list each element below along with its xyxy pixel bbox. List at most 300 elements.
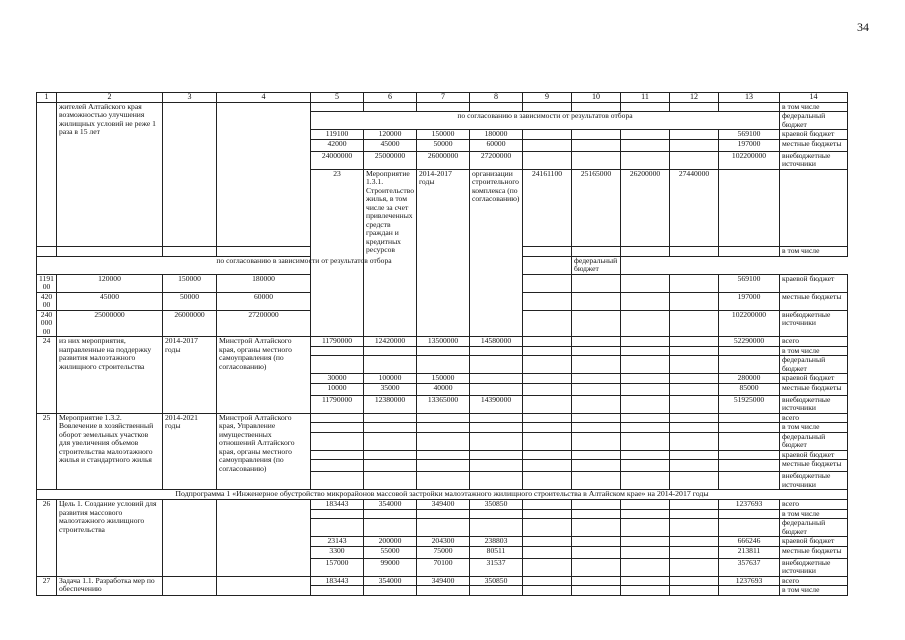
table-cell bbox=[470, 450, 523, 460]
table-cell: 349400 bbox=[417, 576, 470, 586]
table-cell bbox=[719, 102, 780, 112]
table-cell bbox=[572, 509, 621, 519]
table-cell: 99000 bbox=[364, 558, 417, 576]
table-cell bbox=[523, 586, 572, 596]
table-cell: 23143 bbox=[311, 537, 364, 547]
table-cell bbox=[572, 423, 621, 433]
table-cell bbox=[523, 247, 572, 257]
table-cell: 354000 bbox=[364, 500, 417, 510]
table-cell bbox=[670, 432, 719, 450]
table-cell bbox=[470, 413, 523, 423]
table-cell: 24161100 bbox=[523, 169, 572, 247]
column-header: 8 bbox=[470, 93, 523, 103]
table-cell bbox=[719, 356, 780, 374]
table-cell bbox=[417, 432, 470, 450]
table-cell bbox=[572, 337, 621, 347]
table-cell: Мероприятие 1.3.1. Строительство жилья, в том числе за счет привлеченных средств граждан и кредитных ресурсов bbox=[364, 169, 417, 337]
table-cell: 357637 bbox=[719, 558, 780, 576]
table-cell bbox=[470, 346, 523, 356]
table-cell: в том числе bbox=[780, 102, 848, 112]
table-cell bbox=[364, 450, 417, 460]
table-cell: всего bbox=[780, 500, 848, 510]
table-cell: 569100 bbox=[719, 130, 780, 140]
table-cell: 180000 bbox=[217, 274, 311, 292]
table-cell: организации строительного комплекса (по согласованию) bbox=[470, 169, 523, 337]
table-cell bbox=[572, 139, 621, 151]
table-cell: 80511 bbox=[470, 546, 523, 558]
table-cell: 102200000 bbox=[719, 310, 780, 337]
table-cell bbox=[621, 395, 670, 413]
table-cell: всего bbox=[780, 576, 848, 586]
table-cell bbox=[621, 519, 670, 537]
table-cell: 26 bbox=[37, 500, 57, 577]
table-cell: краевой бюджет bbox=[780, 130, 848, 140]
table-cell bbox=[572, 576, 621, 586]
table-cell bbox=[621, 356, 670, 374]
table-cell bbox=[364, 102, 417, 112]
table-cell: внебюджетные источники bbox=[780, 151, 848, 169]
table-cell bbox=[572, 274, 621, 292]
table-cell: 11790000 bbox=[311, 337, 364, 347]
table-cell bbox=[670, 139, 719, 151]
table-cell bbox=[470, 432, 523, 450]
table-cell: федеральный бюджет bbox=[780, 112, 848, 130]
table-cell: 2014-2021 годы bbox=[163, 413, 217, 490]
table-cell bbox=[364, 519, 417, 537]
table-cell bbox=[719, 586, 780, 596]
table-cell: Подпрограмма 1 «Инженерное обустройство микрорайонов массовой застройки малоэтажного жилищного строительства в Алтайском крае» на 2014-2017 годы bbox=[37, 490, 848, 500]
table-cell bbox=[163, 102, 217, 247]
table-cell: в том числе bbox=[780, 509, 848, 519]
table-row bbox=[37, 576, 848, 586]
table-cell bbox=[470, 102, 523, 112]
table-cell: Минстрой Алтайского края, органы местного самоуправления (по согласованию) bbox=[217, 337, 311, 414]
table-cell bbox=[523, 509, 572, 519]
table-cell: федеральный бюджет bbox=[780, 519, 848, 537]
table-cell: 24000000 bbox=[311, 151, 364, 169]
table-cell: 52290000 bbox=[719, 337, 780, 347]
table-cell: краевой бюджет bbox=[780, 374, 848, 384]
column-header: 5 bbox=[311, 93, 364, 103]
table-cell bbox=[670, 383, 719, 395]
table-cell bbox=[364, 413, 417, 423]
table-cell: краевой бюджет bbox=[780, 450, 848, 460]
table-cell bbox=[572, 292, 621, 310]
table-cell bbox=[670, 519, 719, 537]
table-cell: 23 bbox=[311, 169, 364, 337]
table-cell: жителей Алтайского края возможностью улучшения жилищных условий не реже 1 раза в 15 лет bbox=[57, 102, 163, 247]
table-cell bbox=[470, 472, 523, 490]
table-cell bbox=[37, 247, 57, 257]
table-cell bbox=[621, 292, 670, 310]
table-cell bbox=[364, 472, 417, 490]
table-cell bbox=[523, 274, 572, 292]
table-cell bbox=[523, 413, 572, 423]
table-cell bbox=[572, 356, 621, 374]
table-cell bbox=[311, 519, 364, 537]
table-cell bbox=[311, 346, 364, 356]
table-cell: 14390000 bbox=[470, 395, 523, 413]
table-cell: по согласованию в зависимости от результатов отбора bbox=[311, 112, 780, 130]
table-cell bbox=[163, 247, 217, 257]
table-cell bbox=[621, 383, 670, 395]
table-cell: 10000 bbox=[311, 383, 364, 395]
table-cell: 13500000 bbox=[417, 337, 470, 347]
table-cell: 150000 bbox=[417, 374, 470, 384]
table-cell: 102200000 bbox=[719, 151, 780, 169]
table-cell: 119100 bbox=[37, 274, 57, 292]
table-cell bbox=[523, 450, 572, 460]
column-header: 14 bbox=[780, 93, 848, 103]
table-cell bbox=[572, 374, 621, 384]
table-cell: федеральный бюджет bbox=[780, 356, 848, 374]
table-cell bbox=[311, 460, 364, 472]
table-cell: 150000 bbox=[163, 274, 217, 292]
column-header: 7 bbox=[417, 93, 470, 103]
table-cell: всего bbox=[780, 337, 848, 347]
table-cell bbox=[670, 460, 719, 472]
table-cell: 45000 bbox=[364, 139, 417, 151]
table-row bbox=[37, 102, 848, 112]
table-cell bbox=[572, 346, 621, 356]
table-cell bbox=[523, 310, 572, 337]
table-cell: 120000 bbox=[57, 274, 163, 292]
table-cell: 25000000 bbox=[57, 310, 163, 337]
table-row bbox=[37, 256, 848, 274]
table-header bbox=[37, 93, 848, 103]
table-cell bbox=[523, 139, 572, 151]
page-number: 34 bbox=[857, 20, 869, 34]
table-cell: 569100 bbox=[719, 274, 780, 292]
column-header: 4 bbox=[217, 93, 311, 103]
table-cell bbox=[417, 413, 470, 423]
table-cell bbox=[523, 423, 572, 433]
table-cell: в том числе bbox=[780, 346, 848, 356]
table-cell bbox=[621, 537, 670, 547]
table-cell: 12380000 bbox=[364, 395, 417, 413]
table-cell: 204300 bbox=[417, 537, 470, 547]
table-cell: 25000000 bbox=[364, 151, 417, 169]
table-cell: 26000000 bbox=[163, 310, 217, 337]
table-cell: в том числе bbox=[780, 586, 848, 596]
table-cell bbox=[670, 450, 719, 460]
table-cell bbox=[364, 432, 417, 450]
table-cell bbox=[621, 423, 670, 433]
table-cell: местные бюджеты bbox=[780, 460, 848, 472]
table-cell bbox=[670, 537, 719, 547]
table-cell bbox=[621, 509, 670, 519]
table-cell: 666246 bbox=[719, 537, 780, 547]
table-cell bbox=[572, 558, 621, 576]
table-cell bbox=[217, 500, 311, 577]
table-cell bbox=[670, 130, 719, 140]
table-cell bbox=[470, 374, 523, 384]
table-cell: 27 bbox=[37, 576, 57, 595]
table-cell bbox=[470, 509, 523, 519]
table-cell bbox=[364, 356, 417, 374]
table-body bbox=[37, 102, 848, 595]
table-cell bbox=[780, 169, 848, 247]
table-cell bbox=[621, 151, 670, 169]
table-cell bbox=[621, 546, 670, 558]
table-cell: Цель 1. Создание условий для развития массового малоэтажного жилищного строительства bbox=[57, 500, 163, 577]
table-row bbox=[37, 413, 848, 423]
table-cell bbox=[719, 460, 780, 472]
table-cell: 1237693 bbox=[719, 576, 780, 586]
table-cell bbox=[523, 472, 572, 490]
table-cell: 100000 bbox=[364, 374, 417, 384]
table-cell: 238803 bbox=[470, 537, 523, 547]
column-header: 13 bbox=[719, 93, 780, 103]
table-cell bbox=[621, 576, 670, 586]
table-cell: в том числе bbox=[780, 423, 848, 433]
table-cell: 45000 bbox=[57, 292, 163, 310]
table-cell bbox=[311, 423, 364, 433]
table-cell: федеральный бюджет bbox=[572, 256, 621, 274]
table-cell bbox=[572, 413, 621, 423]
table-cell bbox=[572, 247, 621, 257]
table-cell bbox=[572, 500, 621, 510]
table-cell bbox=[417, 519, 470, 537]
table-cell bbox=[719, 509, 780, 519]
table-cell bbox=[670, 395, 719, 413]
table-cell: по согласованию в зависимости от результатов отбора bbox=[37, 256, 572, 274]
table-cell bbox=[621, 139, 670, 151]
table-cell: 119100 bbox=[311, 130, 364, 140]
table-cell bbox=[311, 450, 364, 460]
table-cell bbox=[417, 346, 470, 356]
table-cell: краевой бюджет bbox=[780, 274, 848, 292]
table-row bbox=[37, 500, 848, 510]
table-cell bbox=[670, 413, 719, 423]
table-cell bbox=[621, 374, 670, 384]
header-row bbox=[37, 93, 848, 103]
table-cell bbox=[364, 460, 417, 472]
table-cell bbox=[311, 509, 364, 519]
table-cell bbox=[572, 432, 621, 450]
column-header: 11 bbox=[621, 93, 670, 103]
table-cell bbox=[621, 558, 670, 576]
table-cell bbox=[670, 356, 719, 374]
table-cell: 26200000 bbox=[621, 169, 670, 247]
table-cell bbox=[670, 346, 719, 356]
table-cell bbox=[311, 586, 364, 596]
table-cell bbox=[523, 519, 572, 537]
table-cell: внебюджетные источники bbox=[780, 310, 848, 337]
table-cell bbox=[417, 450, 470, 460]
table-cell: 1237693 bbox=[719, 500, 780, 510]
table-cell bbox=[523, 546, 572, 558]
table-cell: 85000 bbox=[719, 383, 780, 395]
table-cell: 27200000 bbox=[470, 151, 523, 169]
table-cell bbox=[621, 346, 670, 356]
table-cell bbox=[37, 102, 57, 247]
table-cell bbox=[417, 509, 470, 519]
table-cell bbox=[523, 383, 572, 395]
column-header: 3 bbox=[163, 93, 217, 103]
table-cell bbox=[163, 576, 217, 595]
table-cell bbox=[621, 450, 670, 460]
table-cell bbox=[523, 460, 572, 472]
table-cell bbox=[670, 274, 719, 292]
table-cell bbox=[417, 102, 470, 112]
table-cell: 14580000 bbox=[470, 337, 523, 347]
table-cell bbox=[670, 472, 719, 490]
table-cell: 60000 bbox=[217, 292, 311, 310]
table-row bbox=[37, 337, 848, 347]
table-cell bbox=[523, 558, 572, 576]
table-cell bbox=[572, 546, 621, 558]
table-cell: 31537 bbox=[470, 558, 523, 576]
table-cell: 2014-2017 годы bbox=[417, 169, 470, 337]
table-cell bbox=[572, 383, 621, 395]
table-cell bbox=[670, 586, 719, 596]
table-cell bbox=[217, 102, 311, 247]
table-cell: из них мероприятия, направленные на поддержку развития малоэтажного жилищного строительства bbox=[57, 337, 163, 414]
table-cell bbox=[670, 337, 719, 347]
table-cell: внебюджетные источники bbox=[780, 558, 848, 576]
table-cell bbox=[523, 151, 572, 169]
table-cell bbox=[572, 102, 621, 112]
table-cell bbox=[572, 395, 621, 413]
table-cell: 35000 bbox=[364, 383, 417, 395]
table-cell bbox=[621, 500, 670, 510]
table-cell bbox=[719, 247, 780, 257]
table-cell bbox=[572, 310, 621, 337]
table-cell bbox=[417, 586, 470, 596]
table-cell: 50000 bbox=[163, 292, 217, 310]
table-cell: 75000 bbox=[417, 546, 470, 558]
table-cell bbox=[470, 383, 523, 395]
table-cell: 183443 bbox=[311, 576, 364, 586]
table-cell: 280000 bbox=[719, 374, 780, 384]
table-cell bbox=[621, 460, 670, 472]
column-header: 2 bbox=[57, 93, 163, 103]
column-header: 1 bbox=[37, 93, 57, 103]
table-cell bbox=[470, 519, 523, 537]
table-cell bbox=[311, 472, 364, 490]
table-cell bbox=[523, 346, 572, 356]
table-cell bbox=[417, 423, 470, 433]
table-cell bbox=[670, 576, 719, 586]
table-cell: местные бюджеты bbox=[780, 139, 848, 151]
column-header: 10 bbox=[572, 93, 621, 103]
table-cell bbox=[670, 558, 719, 576]
table-cell: 26000000 bbox=[417, 151, 470, 169]
table-cell bbox=[572, 151, 621, 169]
table-cell bbox=[523, 102, 572, 112]
table-cell bbox=[621, 310, 670, 337]
table-cell bbox=[470, 356, 523, 374]
table-cell: федеральный бюджет bbox=[780, 432, 848, 450]
table-cell bbox=[311, 432, 364, 450]
table-cell: 350850 bbox=[470, 576, 523, 586]
table-cell bbox=[523, 537, 572, 547]
table-cell bbox=[364, 509, 417, 519]
table-cell bbox=[719, 423, 780, 433]
table-cell bbox=[523, 395, 572, 413]
table-cell bbox=[719, 413, 780, 423]
table-cell bbox=[364, 346, 417, 356]
table-cell bbox=[670, 247, 719, 257]
table-cell bbox=[417, 460, 470, 472]
table-cell bbox=[523, 292, 572, 310]
table-cell bbox=[572, 472, 621, 490]
table-cell: 40000 bbox=[417, 383, 470, 395]
table-cell: 24000000 bbox=[37, 310, 57, 337]
table-cell: 2014-2017 годы bbox=[163, 337, 217, 414]
table-cell bbox=[670, 310, 719, 337]
table-cell bbox=[311, 413, 364, 423]
table-cell: 157000 bbox=[311, 558, 364, 576]
table-cell bbox=[621, 247, 670, 257]
column-header: 6 bbox=[364, 93, 417, 103]
table-cell bbox=[670, 546, 719, 558]
table-cell bbox=[572, 450, 621, 460]
table-cell bbox=[670, 102, 719, 112]
table-row bbox=[37, 490, 848, 500]
table-cell bbox=[470, 460, 523, 472]
table-cell: 11790000 bbox=[311, 395, 364, 413]
table-cell: 197000 bbox=[719, 139, 780, 151]
table-cell: 350850 bbox=[470, 500, 523, 510]
table-cell bbox=[523, 337, 572, 347]
table-cell bbox=[621, 130, 670, 140]
table-cell: 120000 bbox=[364, 130, 417, 140]
table-cell bbox=[621, 102, 670, 112]
table-cell bbox=[670, 374, 719, 384]
table-cell bbox=[719, 346, 780, 356]
table-cell bbox=[163, 500, 217, 577]
table-cell: 13365000 bbox=[417, 395, 470, 413]
table-cell bbox=[523, 356, 572, 374]
table-cell bbox=[57, 247, 163, 257]
table-cell bbox=[621, 274, 670, 292]
table-cell bbox=[719, 519, 780, 537]
table-cell: 200000 bbox=[364, 537, 417, 547]
table-cell: 42000 bbox=[37, 292, 57, 310]
table-cell bbox=[572, 460, 621, 472]
table-cell bbox=[621, 337, 670, 347]
table-cell bbox=[523, 500, 572, 510]
table-cell: краевой бюджет bbox=[780, 537, 848, 547]
table-cell: Задача 1.1. Разработка мер по обеспечению bbox=[57, 576, 163, 595]
column-header: 12 bbox=[670, 93, 719, 103]
table-cell: 213811 bbox=[719, 546, 780, 558]
table-cell: местные бюджеты bbox=[780, 383, 848, 395]
table-cell: 150000 bbox=[417, 130, 470, 140]
table-cell: внебюджетные источники bbox=[780, 472, 848, 490]
budget-table bbox=[36, 92, 848, 596]
table-cell bbox=[217, 247, 311, 257]
table-cell: 51925000 bbox=[719, 395, 780, 413]
table-cell bbox=[621, 432, 670, 450]
table-cell bbox=[311, 356, 364, 374]
table-cell bbox=[572, 586, 621, 596]
table-cell bbox=[217, 576, 311, 595]
table-cell bbox=[670, 500, 719, 510]
table-cell: Минстрой Алтайского края, Управление имущественных отношений Алтайского края, органы местного самоуправления (по согласованию) bbox=[217, 413, 311, 490]
table-cell bbox=[470, 423, 523, 433]
table-cell bbox=[523, 432, 572, 450]
table-cell: 70100 bbox=[417, 558, 470, 576]
table-cell bbox=[523, 130, 572, 140]
table-cell: Мероприятие 1.3.2. Вовлечение в хозяйственный оборот земельных участков для увеличения объемов строительства малоэтажного жилья и стандартного жилья bbox=[57, 413, 163, 490]
table-cell bbox=[417, 472, 470, 490]
table-cell bbox=[417, 356, 470, 374]
table-cell bbox=[311, 102, 364, 112]
table-cell bbox=[470, 586, 523, 596]
